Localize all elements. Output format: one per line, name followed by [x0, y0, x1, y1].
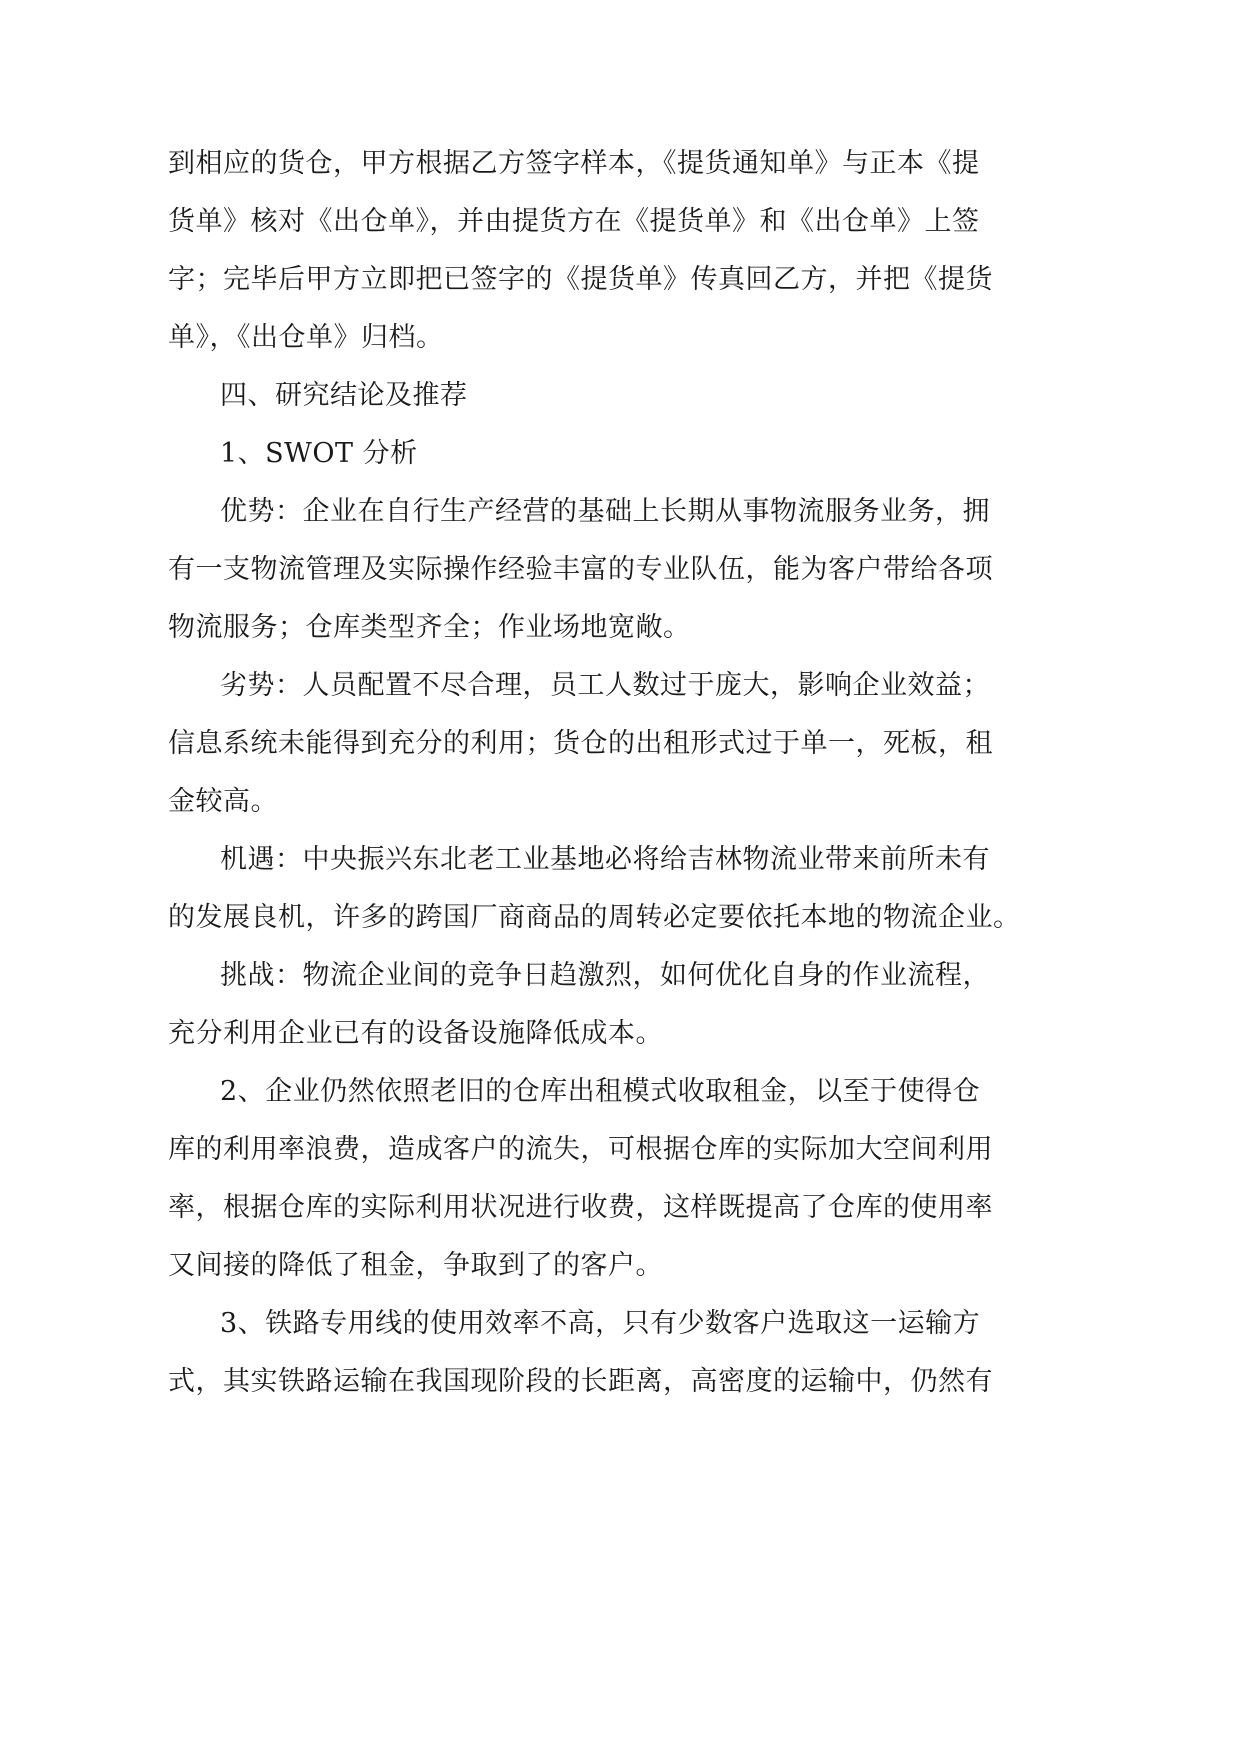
text-line	[0, 608, 1241, 648]
text-line	[0, 1188, 1241, 1228]
text-line	[0, 840, 1241, 880]
text-line-content: 单》，《出仓单》归档。	[168, 322, 444, 353]
text-line-content: 字；完毕后甲方立即把已签字的《提货单》传真回乙方，并把《提货	[168, 264, 993, 295]
text-line-content: 库的利用率浪费，造成客户的流失，可根据仓库的实际加大空间利用	[168, 1134, 993, 1165]
subsection-heading-text: 1、SWOT 分析	[220, 438, 418, 469]
text-line	[0, 260, 1241, 300]
text-line	[0, 144, 1241, 184]
text-line-content: 信息系统未能得到充分的利用；货仓的出租形式过于单一，死板，租	[168, 728, 993, 759]
text-line	[0, 1072, 1241, 1112]
text-line	[0, 1304, 1241, 1344]
subsection-heading	[0, 434, 1241, 474]
text-line-content: 的发展良机，许多的跨国厂商商品的周转必定要依托本地的物流企业。	[168, 902, 1021, 933]
section-heading	[0, 376, 1241, 416]
text-line-content: 货单》核对《出仓单》，并由提货方在《提货单》和《出仓单》上签	[168, 206, 980, 237]
text-line	[0, 1362, 1241, 1402]
text-line-content: 2、企业仍然依照老旧的仓库出租模式收取租金，以至于使得仓	[220, 1076, 981, 1107]
text-line-content: 机遇：中央振兴东北老工业基地必将给吉林物流业带来前所未有	[220, 844, 990, 875]
text-line	[0, 492, 1241, 532]
text-line	[0, 318, 1241, 358]
text-line	[0, 1246, 1241, 1286]
text-line-content: 金较高。	[168, 786, 278, 817]
text-line-content: 率，根据仓库的实际利用状况进行收费，这样既提高了仓库的使用率	[168, 1192, 993, 1223]
text-line	[0, 202, 1241, 242]
text-line-content: 劣势：人员配置不尽合理，员工人数过于庞大，影响企业效益；	[220, 670, 990, 701]
text-line	[0, 1014, 1241, 1054]
text-line-content: 式，其实铁路运输在我国现阶段的长距离，高密度的运输中，仍然有	[168, 1366, 993, 1397]
text-line	[0, 898, 1241, 938]
text-line	[0, 782, 1241, 822]
text-line-content: 充分利用企业已有的设备设施降低成本。	[168, 1018, 663, 1049]
text-line-content: 有一支物流管理及实际操作经验丰富的专业队伍，能为客户带给各项	[168, 554, 993, 585]
text-line	[0, 1130, 1241, 1170]
text-line	[0, 956, 1241, 996]
text-line-content: 优势：企业在自行生产经营的基础上长期从事物流服务业务，拥	[220, 496, 990, 527]
text-line	[0, 666, 1241, 706]
section-heading-text: 四、研究结论及推荐	[220, 380, 468, 411]
text-line-content: 到相应的货仓，甲方根据乙方签字样本，《提货通知单》与正本《提	[168, 148, 980, 179]
text-line	[0, 724, 1241, 764]
text-line-content: 物流服务；仓库类型齐全；作业场地宽敞。	[168, 612, 691, 643]
text-line	[0, 550, 1241, 590]
text-line-content: 3、铁路专用线的使用效率不高，只有少数客户选取这一运输方	[220, 1308, 981, 1339]
text-line-content: 又间接的降低了租金，争取到了的客户。	[168, 1250, 663, 1281]
text-line-content: 挑战：物流企业间的竞争日趋激烈，如何优化自身的作业流程，	[220, 960, 990, 991]
